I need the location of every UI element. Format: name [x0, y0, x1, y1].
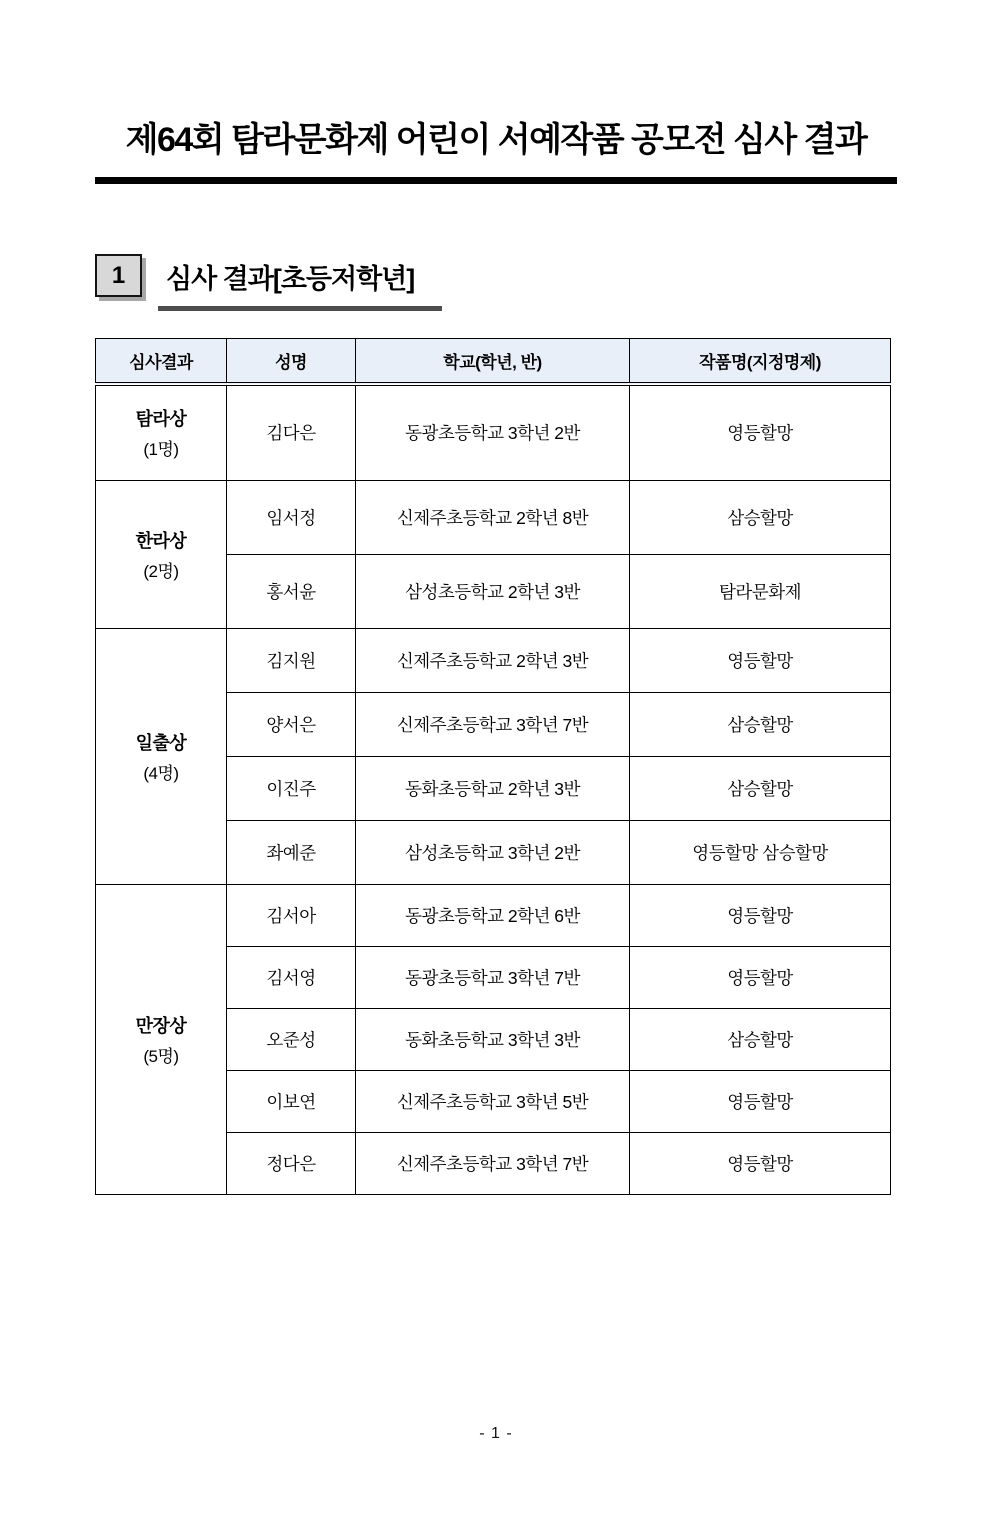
award-label: 일출상: [135, 733, 187, 753]
school-cell: 동광초등학교 3학년 7반: [356, 947, 630, 1009]
header-row: [96, 339, 891, 384]
column-header-award-result: 심사결과: [96, 339, 227, 384]
school-cell: 동화초등학교 2학년 3반: [356, 757, 630, 821]
school-cell: 신제주초등학교 3학년 5반: [356, 1071, 630, 1133]
work-cell: 영등할망: [630, 629, 891, 693]
school-cell: 신제주초등학교 2학년 3반: [356, 629, 630, 693]
table-row: [96, 629, 891, 693]
name-cell: 양서은: [227, 693, 356, 757]
name-cell: 이진주: [227, 757, 356, 821]
name-cell: 김지원: [227, 629, 356, 693]
column-header-work-title: 작품명(지정명제): [630, 339, 891, 384]
section-title: 심사 결과[초등저학년]: [166, 264, 415, 294]
award-cell: [96, 384, 227, 481]
award-label: 만장상: [135, 1016, 187, 1036]
title-double-rule: [95, 177, 897, 184]
school-cell: 동광초등학교 3학년 2반: [356, 384, 630, 481]
work-cell: 영등할망: [630, 1133, 891, 1195]
results-table-head: [96, 339, 891, 384]
school-cell: 삼성초등학교 3학년 2반: [356, 821, 630, 885]
name-cell: 정다은: [227, 1133, 356, 1195]
table-row: [96, 384, 891, 481]
school-cell: 신제주초등학교 3학년 7반: [356, 693, 630, 757]
award-cell: [96, 629, 227, 885]
results-table: [95, 338, 891, 1195]
award-count: (2명): [143, 562, 179, 581]
work-cell: 삼승할망: [630, 693, 891, 757]
award-label: 탐라상: [135, 409, 187, 430]
award-count: (1명): [143, 440, 179, 460]
section-number-box: [95, 254, 142, 297]
work-cell: 영등할망: [630, 885, 891, 947]
document-title: 제64회 탐라문화제 어린이 서예작품 공모전 심사 결과: [125, 121, 867, 159]
work-cell: 탐라문화제: [630, 555, 891, 629]
award-label: 한라상: [135, 531, 187, 551]
work-cell: 영등할망: [630, 1071, 891, 1133]
section-title-underline: [158, 254, 442, 311]
name-cell: 좌예준: [227, 821, 356, 885]
table-row: [96, 481, 891, 555]
name-cell: 김다은: [227, 384, 356, 481]
table-row: [96, 885, 891, 947]
name-cell: 홍서윤: [227, 555, 356, 629]
school-cell: 신제주초등학교 2학년 8반: [356, 481, 630, 555]
results-table-body: [96, 384, 891, 1195]
document-page: [0, 112, 992, 1515]
name-cell: 임서정: [227, 481, 356, 555]
name-cell: 김서영: [227, 947, 356, 1009]
work-cell: 삼승할망: [630, 481, 891, 555]
award-count: (5명): [143, 1047, 179, 1066]
work-cell: 영등할망: [630, 947, 891, 1009]
column-header-name: 성명: [227, 339, 356, 384]
award-count: (4명): [143, 764, 179, 783]
work-cell: 삼승할망: [630, 757, 891, 821]
work-cell: 영등할망: [630, 384, 891, 481]
work-cell: 영등할망 삼승할망: [630, 821, 891, 885]
work-cell: 삼승할망: [630, 1009, 891, 1071]
school-cell: 동광초등학교 2학년 6반: [356, 885, 630, 947]
name-cell: 김서아: [227, 885, 356, 947]
name-cell: 이보연: [227, 1071, 356, 1133]
section-header: [95, 254, 897, 311]
award-cell: [96, 481, 227, 629]
page-number: - 1 -: [479, 1425, 513, 1442]
section-number: 1: [111, 261, 126, 289]
name-cell: 오준성: [227, 1009, 356, 1071]
school-cell: 삼성초등학교 2학년 3반: [356, 555, 630, 629]
school-cell: 동화초등학교 3학년 3반: [356, 1009, 630, 1071]
column-header-school: 학교(학년, 반): [356, 339, 630, 384]
school-cell: 신제주초등학교 3학년 7반: [356, 1133, 630, 1195]
award-cell: [96, 885, 227, 1195]
